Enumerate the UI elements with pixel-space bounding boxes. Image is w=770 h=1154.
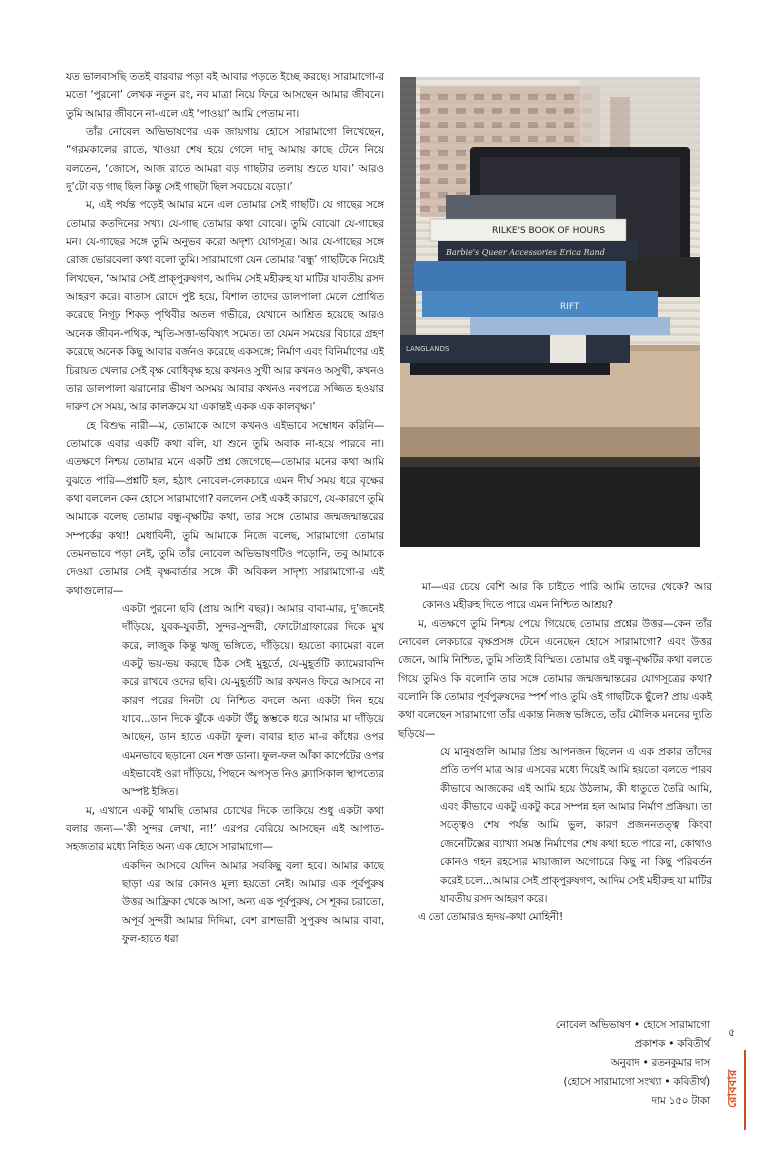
page-number: ৫ [728,1026,736,1039]
book-title-langlands: LANGLANDS [406,345,450,353]
book-credits [520,1016,710,1111]
book-title-rift: RIFT [560,302,580,312]
section-label: রোববার [725,1069,739,1109]
book-title-barbie: Barbie's Queer Accessories Erica Rand [446,248,605,257]
credit-line: নোবেল অভিভাষণ • হোসে সারামাগো [555,1019,710,1031]
paragraph: মা—এর চেয়ে বেশি আর কি চাইতে পারি আমি তাদের থেকে? আর কোনও মহীরুহ দিতে পারে এমন নিশ্চিত আশ্রয়? [422,581,712,612]
paragraph: হে বিশুদ্ধ নারী—ম, তোমাকে আগে কখনও এইভাবে সম্বোধন করিনি—তোমাকে এবার একটি কথা বলি, যা শুনে তুমি অবাক না-হয়ে পারবে না। এতক্ষণে নিশ্চয় তোমার মনে একটি প্রশ্ন জেগেছে—তোমার মনের কথা আমি বুঝতে পারি—প্রশ্নটি হল, হঠাৎ নোবেল-লেকচারে এমন দীর্ঘ সময় ধরে বৃক্ষের কথা বললেন কেন হোসে সারামাগো? বললেন সেই একই কারণে, যে-কারণে তুমি আমাকে বলেছ তোমার বন্ধু-বৃক্ষটির কথা, তার সঙ্গে তোমার জন্মজন্মান্তরের সম্পর্কের কথা! মেধাবিনী, তুমি আমাকে নিজে বলেছ, সারামাগো তোমার তেমনভাবে পড়া নেই, তুমি তাঁর নোবেল অভিভাষণটিও পড়োনি, তবু আমাকে দেওয়া তোমার সেই বৃক্ষবার্তার সঙ্গে কী অবিকল সাদৃশ্য সারামাগো-র এই কথাগুলোর— [66,419,384,597]
left-column [66,68,384,949]
credit-line: (হোসে সারামাগো সংখ্যা • কবিতীর্থ) [563,1076,710,1088]
credit-line: দাম ১৫০ টাকা [651,1095,710,1107]
paragraph: ম, এখানে একটু থামছি তোমার চোখের দিকে তাকিয়ে শুধু একটা কথা বলার জন্য—‘কী সুন্দর লেখা, না!’ এরপর বেরিয়ে আসছেন এই আপাত-সহজতার মধ্যে নিহিত অন্য এক হোসে সারামাগো— [66,804,384,854]
credit-line: প্রকাশক • কবিতীর্থ [634,1038,710,1050]
right-column [398,578,712,927]
credit-line: অনুবাদ • রতনকুমার দাস [610,1057,710,1069]
paragraph: ম, এতক্ষণে তুমি নিশ্চয় পেয়ে গিয়েছে তোমার প্রশ্নের উত্তর—কেন তাঁর নোবেল লেকচারে বৃক্ষপ্রসঙ্গ টেনে এনেছেন হোসে সারামাগো? এবং উত্তর জেনে, আমি নিশ্চিত, তুমি সত্যিই বিস্মিত। তোমার ওই বন্ধু-বৃক্ষটির কথা বলতে গিয়ে তুমিও কি বলোনি তার সঙ্গে তোমার জন্মজন্মান্তরের যোগসূত্রের কথা? বলোনি কি তোমার পূর্বপুরুষদের স্পর্শ পাও তুমি ওই গাছটিকে ছুঁলে? প্রায় একই কথা বলেছেন সারামাগো তাঁর একান্ত নিজস্ব ভঙ্গিতে, তাঁর মৌলিক মননের দ্যুতি ছড়িয়ে— [398,617,712,740]
book-title-rilke: RILKE'S BOOK OF HOURS [492,226,606,236]
section-bar [744,1050,746,1130]
bookstack-photo [400,77,700,547]
block-quote: একটা পুরনো ছবি (প্রায় আশি বছর)। আমার বাবা-মার, দু’জনেই দাঁড়িয়ে, যুবক-যুবতী, সুন্দর-সুন্দরী, ফোটোগ্রাফারের দিকে মুখ করে, লাজুক কিন্তু ঋজু ভঙ্গিতে, দাঁড়িয়ে। হয়তো ক্যামেরা বলে একটু ভয়-ভয় করছে ঠিক সেই মুহূর্তে, যে-মুহূর্তটি ক্যামেরাবন্দি করে রাখবে ওদের ছবি। যে-মুহূর্তটি আর কখনও ফিরে আসবে না কারণ পরের দিনটা যে নিশ্চিত বদলে অন্য একটা দিন হয়ে যাবে...ডান দিকে ঝুঁকে একটা উঁচু স্তম্ভকে ধরে আমার মা দাঁড়িয়ে আছেন, ডান হাতে একটা ফুল। বাবার হাত মা-র কাঁধের ওপর এমনভাবে ছড়ানো যেন শক্ত ডানা। ফুল-ফল আঁকা কার্পেটের ওপর এইভাবেই ওরা দাঁড়িয়ে, পিছনে অপসৃত নিও ক্ল্যাসিকাল স্থাপত্যের অস্পষ্ট ইঙ্গিত। [122,602,384,799]
block-quote: একদিন আসবে যেদিন আমার সবকিছু বলা হবে। আমার কাছে ছাড়া এর আর কোনও মূল্য হয়তো নেই। আমার এক পূর্বপুরুষ উত্তর আফ্রিকা থেকে আসা, অন্য এক পূর্বপুরুষ, সে শূকর চরাতো, অপূর্ব সুন্দরী আমার দিদিমা, বেশ রাশভারী সুপুরুষ আমার বাবা, ফুল-হাতে ধরা [122,859,384,946]
paragraph: যত ভালবাসছি ততই বারবার পড়া বই আবার পড়তে ইচ্ছে করছে। সারামাগো-র মতো ‘পুরনো’ লেখক নতুন রং, নব মাত্রা নিয়ে ফিরে আসছেন আমার জীবনে। তুমি আমার জীবনে না-এলে এই ‘পাওয়া’ আমি পেতাম না। [66,71,384,120]
block-quote: যে মানুষগুলি আমার প্রিয় আপনজন ছিলেন এ এক প্রকার তাঁদের প্রতি তর্পণ মাত্র আর এসবের মধ্যে দিয়েই আমি হয়তো বলতে পারব কীভাবে আজকের এই আমি হয়ে উঠলাম, কী ধাতুতে তৈরি আমি, এবং কীভাবে একটু একটু করে সম্পন্ন হল আমার নির্মাণ প্রক্রিয়া। তা সত্ত্বেও শেষ পর্যন্ত আমি ভুল, কারণ প্রজননতত্ত্ব কিংবা জেনেটিক্সের ব্যাখ্যা সমস্ত নির্মাণের শেষ কথা হতে পারে না, কোথাও কোনও গহন রহস্যের মায়াজাল অগোচরে কিছু না কিছু পরিবর্তন করেই চলে...আমার সেই প্রাক্‌পুরুষগণ, আদিম সেই মহীরুহ যা মাটির যাবতীয় রসদ আহরণ করে। [440,746,712,905]
paragraph: ম, এই পর্যন্ত পড়েই আমার মনে এল তোমার সেই গাছটি। যে গাছের সঙ্গে তোমার কতদিনের সখ্য। যে-গাছ তোমার কথা বোঝে। তুমি বোঝো যে-গাছের মন। যে-গাছের সঙ্গে তুমি অনুভব করো অদৃশ্য যোগসূত্র। আর যে-গাছের সঙ্গে রোজ ভোরবেলা কথা বলো তুমি। সারামাগো যেন তোমার ‘বন্ধু’ গাছটিকে নিয়েই লিখছেন, ‘আমার সেই প্রাক্‌পুরুষগণ, আদিম সেই মহীরুহ যা মাটির যাবতীয় রসদ আহরণ করে। বাতাস রোদে পুষ্ট হয়ে, বিশাল তাদের ডালপালা মেলে প্রোথিত করেছে নিগূঢ় শিকড় পৃথিবীর অতল গভীরে, যেখানে আশ্রিত হয়েছে আরও অনেক জীবন-পথিক, স্মৃতি-সত্তা-ভবিষ্যৎ সমেত। তা যেমন সময়ের বিচারে গ্রহণ করেছে অনেক কিছু আবার বর্জনও করেছে একসঙ্গে; নির্মাণ এবং বিনির্মাণের এই চিরায়ত খেলার সেই বৃক্ষ বোধিবৃক্ষ হয়ে কখনও সুখী আর কখনও অসুখী, কখনও তার ডালপালা ঝরানোর ভীষণ অসময় আবার কখনও নবপত্রে সজ্জিত হওয়ার দারুণ সে সময়, আর কালক্রমে যা একান্তই একক এক কালবৃক্ষ।’ [66,199,384,414]
paragraph: তাঁর নোবেল অভিভাষণের এক জায়গায় হোসে সারামাগো লিখেছেন, “গরমকালের রাতে, খাওয়া শেষ হয়ে গেলে দাদু আমায় কাছে টেনে নিয়ে বলতেন, ‘জোসে, আজ রাতে আমরা বড় গাছটার তলায় শুতে যাব।’ আরও দু’টো বড় গাছ ছিল কিন্তু সেই গাছটা ছিল সবচেয়ে বড়ো।’ [66,126,384,194]
paragraph: এ তো তোমারও হৃদয়-কথা মোহিনী! [418,911,564,924]
